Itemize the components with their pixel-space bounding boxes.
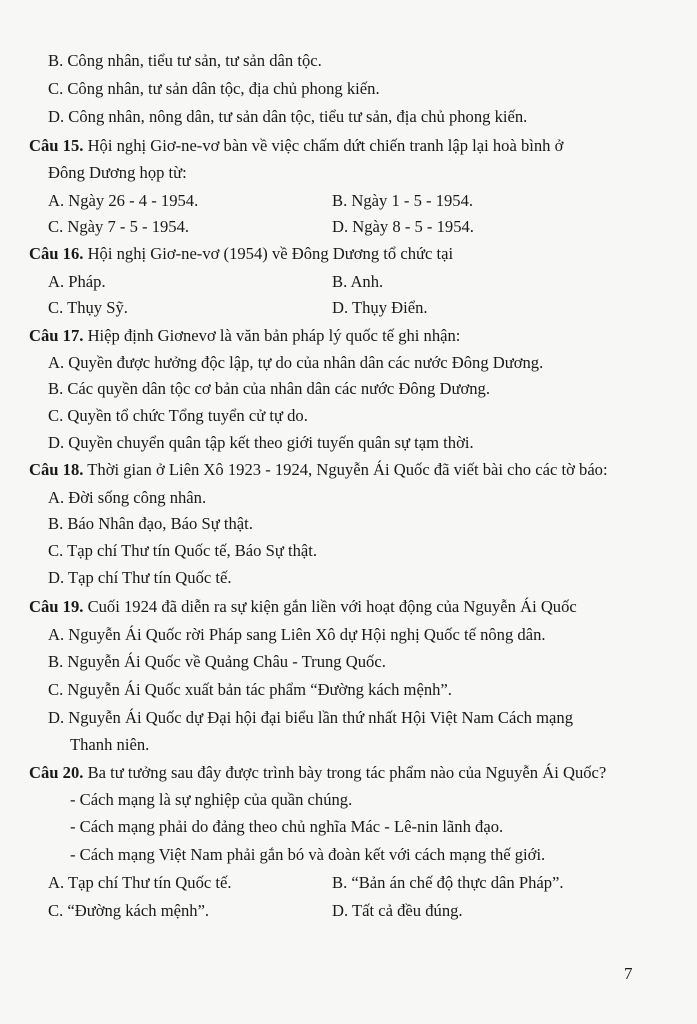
option-a: A. Đời sống công nhân.	[48, 488, 207, 507]
option-c: C. Nguyễn Ái Quốc xuất bản tác phẩm “Đường kách mệnh”.	[48, 680, 452, 699]
option-b: B. Ngày 1 - 5 - 1954.	[332, 191, 474, 210]
question-20	[29, 762, 606, 784]
question-label: Câu 20.	[29, 763, 84, 782]
question-text: Thời gian ở Liên Xô 1923 - 1924, Nguyễn Ái Quốc đã viết bài cho các tờ báo:	[87, 460, 608, 479]
question-text: Ba tư tưởng sau đây được trình bày trong tác phẩm nào của Nguyễn Ái Quốc?	[87, 763, 607, 782]
list-item: - Cách mạng phải do đảng theo chủ nghĩa Mác - Lê-nin lãnh đạo.	[70, 817, 504, 836]
question-text: Hiệp định Giơnevơ là văn bản pháp lý quốc tế ghi nhận:	[87, 326, 461, 345]
option-c: C. Quyền tổ chức Tổng tuyển cử tự do.	[48, 406, 308, 425]
question-label: Câu 17.	[29, 326, 84, 345]
option-c: C. Tạp chí Thư tín Quốc tế, Báo Sự thật.	[48, 541, 318, 560]
option-a: A. Quyền được hưởng độc lập, tự do của nhân dân các nước Đông Dương.	[48, 353, 544, 372]
question-19	[29, 596, 577, 618]
option-d: D. Tất cả đều đúng.	[332, 901, 463, 920]
option-c: C. Ngày 7 - 5 - 1954.	[48, 217, 190, 236]
question-18	[29, 459, 608, 481]
option-c: C. “Đường kách mệnh”.	[48, 901, 210, 920]
option-a: A. Ngày 26 - 4 - 1954.	[48, 191, 199, 210]
option-b: B. Các quyền dân tộc cơ bản của nhân dân các nước Đông Dương.	[48, 379, 490, 398]
question-label: Câu 15.	[29, 136, 84, 155]
list-item: - Cách mạng Việt Nam phải gắn bó và đoàn kết với cách mạng thế giới.	[70, 845, 546, 864]
question-15	[29, 135, 563, 157]
option-b: B. “Bản án chế độ thực dân Pháp”.	[332, 873, 564, 892]
option-a: A. Pháp.	[48, 272, 106, 291]
option-b: B. Anh.	[332, 272, 384, 291]
question-17	[29, 325, 460, 347]
option-c: C. Thụy Sỹ.	[48, 298, 128, 317]
option-d: D. Thụy Điển.	[332, 298, 428, 317]
page-number: 7	[624, 964, 633, 983]
question-text: Cuối 1924 đã diễn ra sự kiện gắn liền với hoạt động của Nguyễn Ái Quốc	[87, 597, 577, 616]
question-label: Câu 18.	[29, 460, 84, 479]
option-c: C. Công nhân, tư sản dân tộc, địa chủ phong kiến.	[48, 79, 380, 98]
option-b: B. Công nhân, tiểu tư sản, tư sản dân tộc.	[48, 51, 322, 70]
option-b: B. Nguyễn Ái Quốc về Quảng Châu - Trung Quốc.	[48, 652, 386, 671]
option-d: D. Nguyễn Ái Quốc dự Đại hội đại biểu lần thứ nhất Hội Việt Nam Cách mạng	[48, 708, 573, 727]
option-b: B. Báo Nhân đạo, Báo Sự thật.	[48, 514, 253, 533]
option-d-continued: Thanh niên.	[70, 735, 150, 754]
option-d: D. Ngày 8 - 5 - 1954.	[332, 217, 474, 236]
option-a: A. Tạp chí Thư tín Quốc tế.	[48, 873, 232, 892]
question-label: Câu 16.	[29, 244, 84, 263]
question-text: Hội nghị Giơ-ne-vơ (1954) về Đông Dương tổ chức tại	[87, 244, 454, 263]
list-item: - Cách mạng là sự nghiệp của quần chúng.	[70, 790, 353, 809]
option-d: D. Quyền chuyển quân tập kết theo giới tuyến quân sự tạm thời.	[48, 433, 474, 452]
question-text-continued: Đông Dương họp từ:	[48, 163, 187, 182]
option-a: A. Nguyễn Ái Quốc rời Pháp sang Liên Xô dự Hội nghị Quốc tế nông dân.	[48, 625, 546, 644]
option-d: D. Tạp chí Thư tín Quốc tế.	[48, 568, 232, 587]
question-16	[29, 243, 453, 265]
option-d: D. Công nhân, nông dân, tư sản dân tộc, tiểu tư sản, địa chủ phong kiến.	[48, 107, 528, 126]
question-label: Câu 19.	[29, 597, 84, 616]
question-text: Hội nghị Giơ-ne-vơ bàn về việc chấm dứt chiến tranh lập lại hoà bình ở	[87, 136, 564, 155]
